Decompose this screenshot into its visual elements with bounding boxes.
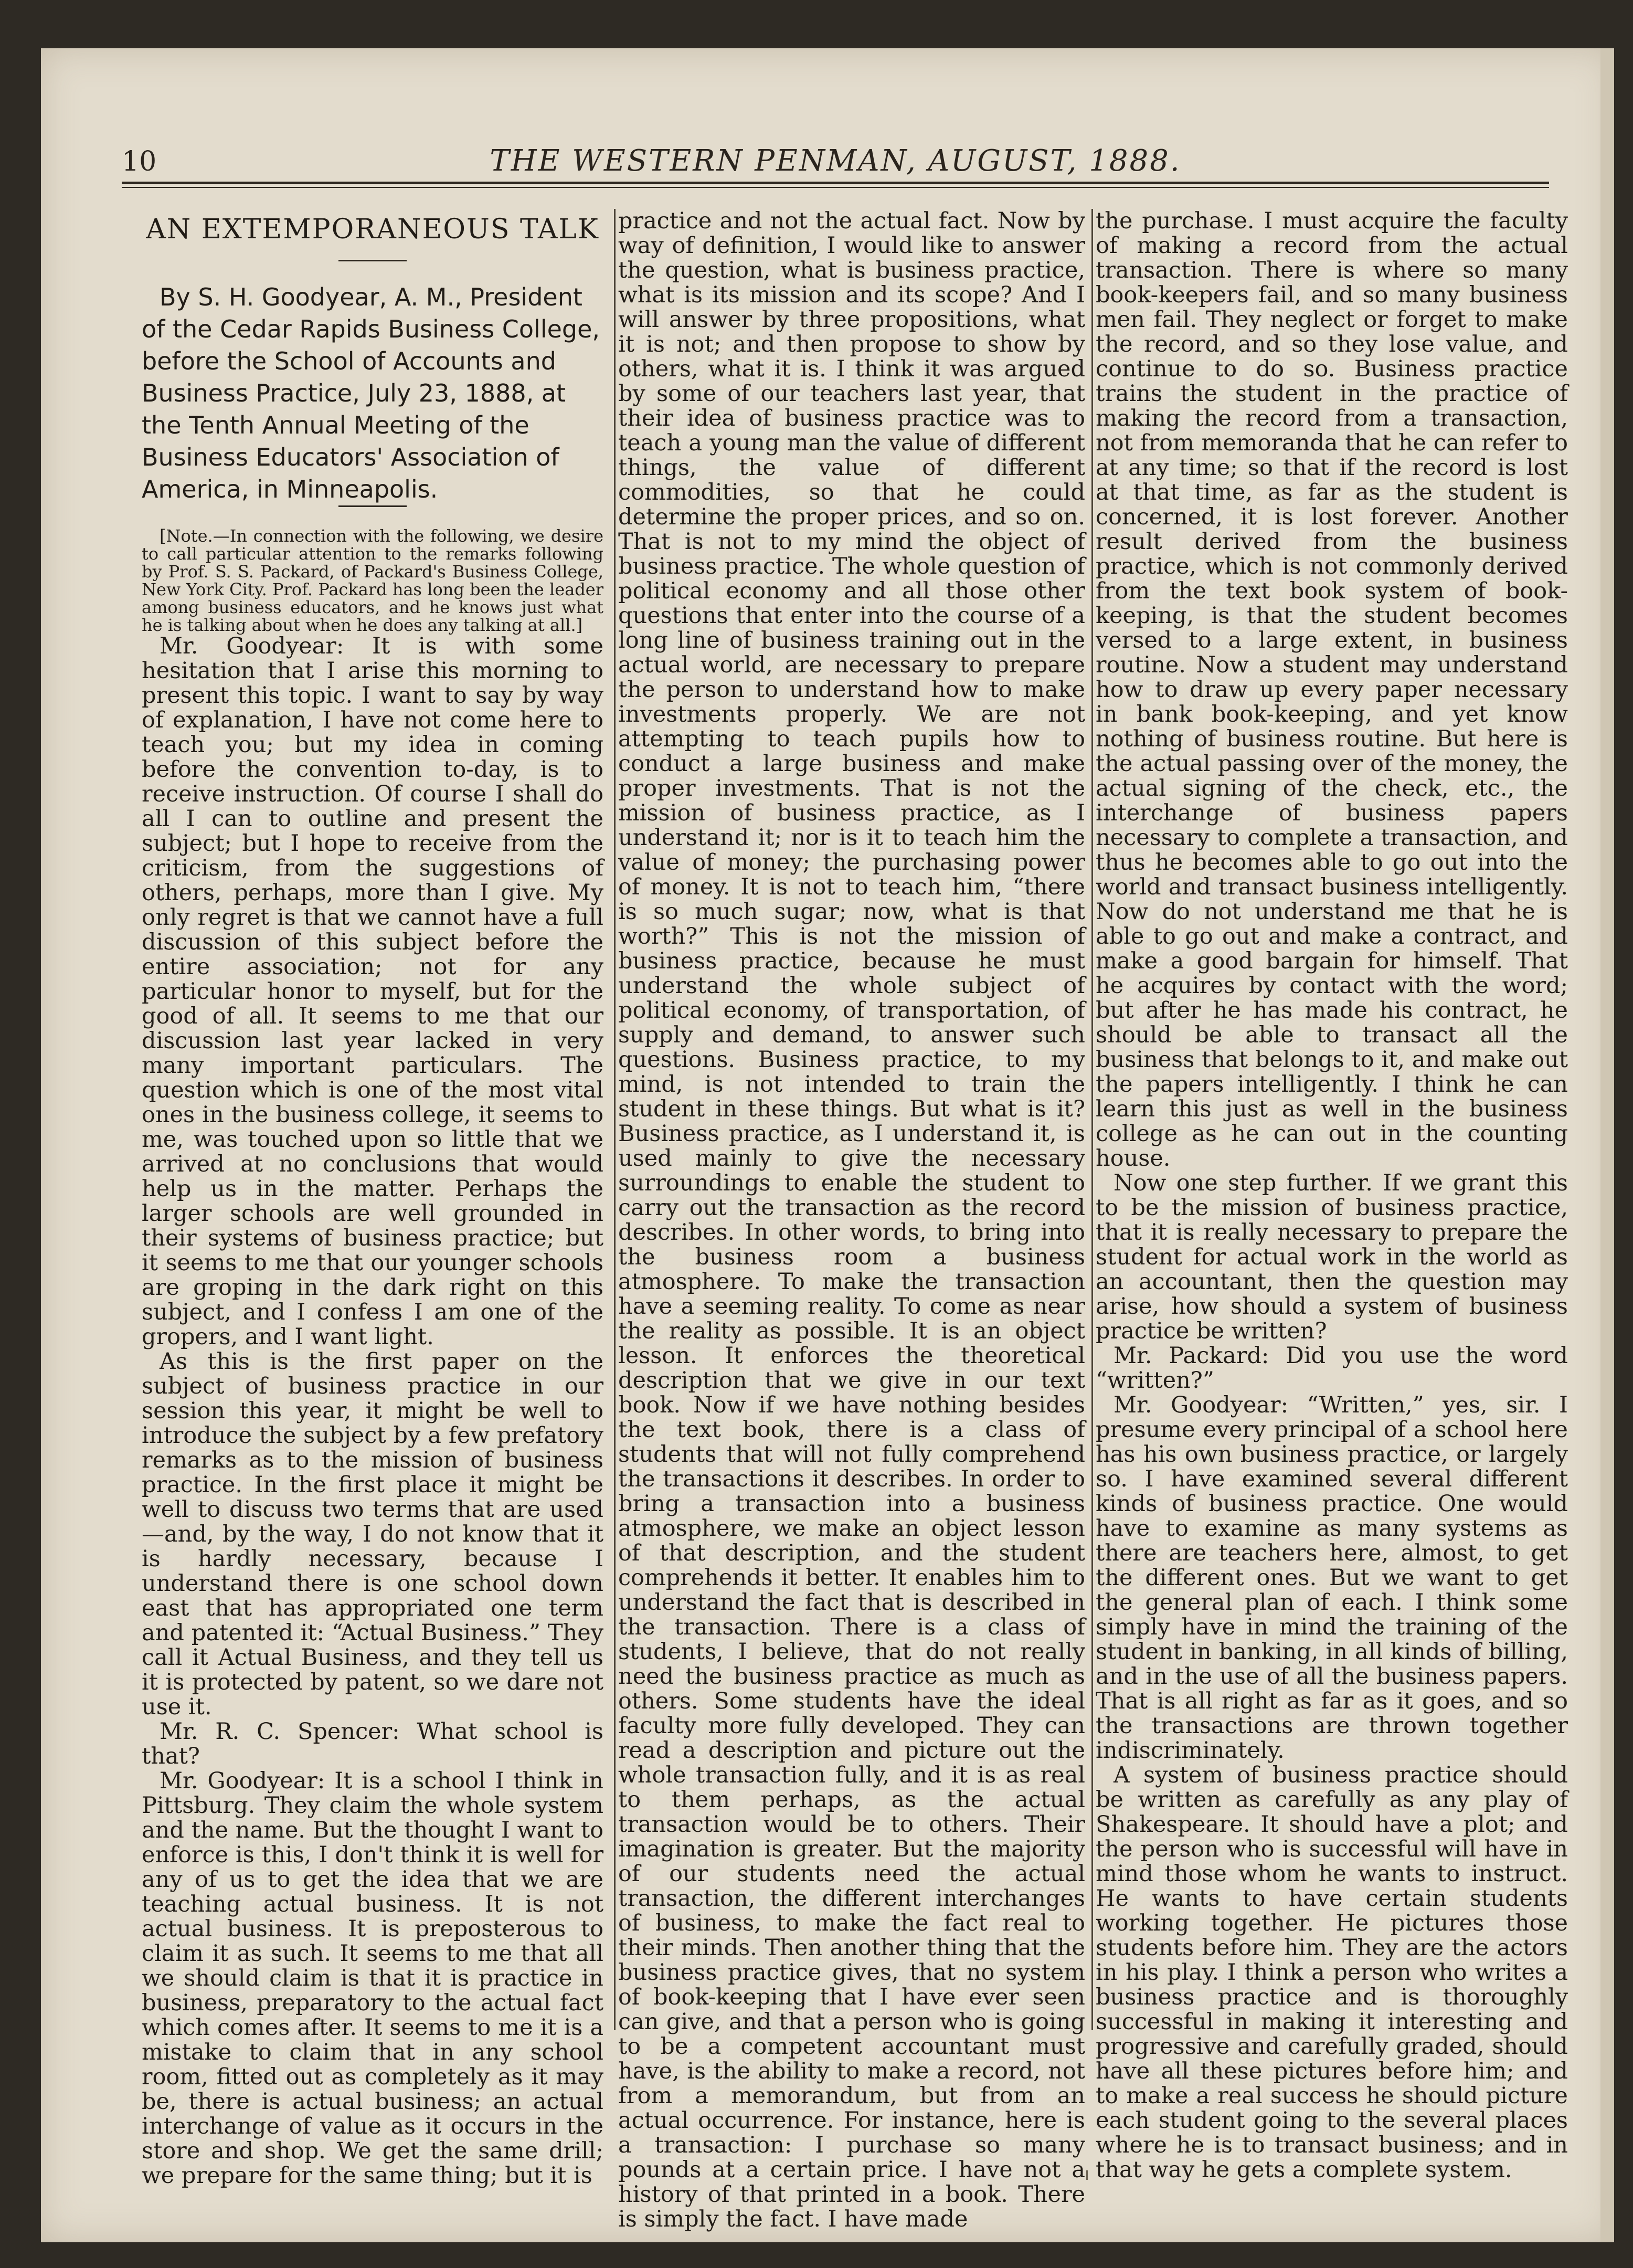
page-number: 10 xyxy=(122,146,157,177)
running-head: THE WESTERN PENMAN, AUGUST, 1888. xyxy=(490,144,1181,178)
paragraph: practice and not the actual fact. Now by way of definition, I would like to answer the question, what is business practice, what is its mission and its scope? And I will answer by three propositions, what it is not; and then propose to show by others, what it is. I think it was argued by some of our teachers last year, that their idea of business practice was to teach a young man the value of different things, the value of different commodities, so that he could determine the proper prices, and so on. That is not to my mind the object of business practice. The whole question of political economy and all those other questions that enter into the course of a long line of business training out in the actual world, are necessary to prepare the person to understand how to make investments properly. We are not attempting to teach pupils how to conduct a large business and make proper investments. That is not the mission of business practice, as I understand it; nor is it to teach him the value of money; the purchasing power of money. It is not to teach him, “there is so much sugar; now, what is that worth?” This is not the mission of business practice, because he must understand the whole subject of political economy, of transportation, of supply and demand, to answer such questions. Business practice, to my mind, is not intended to train the student in these things. But what is it? Business practice, as I understand it, is used mainly to give the necessary surroundings to enable the student to carry out the transaction as the record describes. In other words, to bring into the business room a business atmosphere. To make the transaction have a seeming reality. To come as near the reality as possible. It is an object lesson. It enforces the theoretical description that we give in our text book. Now if we have nothing besides the text book, there is a class of students that will not fully comprehend the transactions it describes. In order to bring a transaction into a business atmosphere, we make an object lesson of that description, and the student comprehends it better. It enables him to understand the fact that is described in the transaction. There is a class of students, I believe, that do not really need the business practice as much as others. Some students have the ideal faculty more fully developed. They can read a description and picture out the whole transaction fully, and it is as real to them perhaps, as the actual transaction would be to others. Their imagination is greater. But the majority of our students need the actual transaction, the different interchanges of business, to make the fact real to their minds. Then another thing that the business practice gives, that no system of book-keeping that I have ever seen can give, and that a person who is going to be a competent accountant must have, is the ability to make a record, not from a memorandum, but from an actual occurrence. For instance, here is a transaction: I purchase so many pounds at a certain price. I have not a history of that printed in a book. There is simply the fact. I have made xyxy=(618,208,1085,2232)
page-mark xyxy=(1086,2170,1088,2180)
paragraph: Mr. Goodyear: It is with some hesitation that I arise this morning to present this topic. I want to say by way of explanation, I have not come here to teach you; but my idea in coming before the convention to-day, is to receive instruction. Of course I shall do all I can to outline and present the subject; but I hope to receive from the criticism, from the suggestions of others, perhaps, more than I give. My only regret is that we cannot have a full discussion of this subject before the entire association; not for any particular honor to myself, but for the good of all. It seems to me that our discussion last year lacked in very many important particulars. The question which is one of the most vital ones in the business college, it seems to me, was touched upon so little that we arrived at no conclusions that would help us in the matter. Perhaps the larger schools are well grounded in their systems of business practice; but it seems to me that our younger schools are groping in the dark right on this subject, and I confess I am one of the gropers, and I want light. xyxy=(142,633,603,1350)
column-divider xyxy=(1091,209,1093,2030)
paragraph: Now one step further. If we grant this to be the mission of business practice, that it is really necessary to prepare the student for actual work in the world as an accountant, then the question may arise, how should a system of business practice be written? xyxy=(1096,1170,1568,1344)
column-3 xyxy=(1096,208,1568,2183)
article-title: AN EXTEMPORANEOUS TALK xyxy=(146,214,599,245)
column-2 xyxy=(618,208,1085,2232)
title-rule xyxy=(338,260,407,261)
paragraph: As this is the first paper on the subject of business practice in our session this year, it might be well to introduce the subject by a few prefatory remarks as to the mission of business practice. In the first place it might be well to discuss two terms that are used—and, by the way, I do not know that it is hardly necessary, because I understand there is one school down east that has appropriated one term and patented it: “Actual Business.” They call it Actual Business, and they tell us it is protected by patent, so we dare not use it. xyxy=(142,1348,603,1720)
paragraph: Mr. R. C. Spencer: What school is that? xyxy=(142,1718,603,1769)
paragraph: A system of business practice should be written as carefully as any play of Shakespeare. It should have a plot; and the person who is successful will have in mind those whom he wants to instruct. He wants to have certain students working together. He pictures those students before him. They are the actors in his play. I think a person who writes a business practice and is thoroughly successful in making it interesting and progressive and carefully graded, should have all these pictures before him; and to make a real success he should picture each student going to the several places where he is to transact business; and in that way he gets a complete system. xyxy=(1096,1762,1568,2183)
article-byline: By S. H. Goodyear, A. M., President of the Cedar Rapids Business College, before the School of Accounts and Business Practice, July 23, 1888, at the Tenth Annual Meeting of the Business Educators' Association of America, in Minneapolis. xyxy=(142,283,600,503)
column-divider xyxy=(614,209,616,2030)
byline-rule xyxy=(338,505,407,507)
page-header xyxy=(122,141,1549,183)
column-1 xyxy=(142,209,603,2189)
header-rule-thick xyxy=(122,182,1549,184)
paragraph: Mr. Goodyear: It is a school I think in Pittsburg. They claim the whole system and the name. But the thought I want to enforce is this, I don't think it is well for any of us to get the idea that we are teaching actual business. It is not actual business. It is preposterous to claim it as such. It seems to me that all we should claim is that it is practice in business, preparatory to the actual fact which comes after. It seems to me it is a mistake to claim that in any school room, fitted out as completely as it may be, there is actual business; an actual interchange of value as it occurs in the store and shop. We get the same drill; we prepare for the same thing; but it is xyxy=(142,1768,603,2189)
paragraph: Mr. Packard: Did you use the word “written?” xyxy=(1096,1343,1568,1394)
header-rule-thin xyxy=(122,187,1549,188)
paragraph: the purchase. I must acquire the faculty of making a record from the actual transaction. There is where so many book-keepers fail, and so many business men fail. They neglect or forget to make the record, and so they lose value, and continue to do so. Business practice trains the student in the practice of making the record from a transaction, not from memoranda that he can refer to at any time; so that if the record is lost at that time, as far as the student is concerned, it is lost forever. Another result derived from the business practice, which is not commonly derived from the text book system of book-keeping, is that the student becomes versed to a large extent, in business routine. Now a student may understand how to draw up every paper necessary in bank book-keeping, and yet know nothing of business routine. But here is the actual passing over of the money, the actual signing of the check, etc., the interchange of business papers necessary to complete a transaction, and thus he becomes able to go out into the world and transact business intelligently. Now do not understand me that he is able to go out and make a contract, and make a good bargain for himself. That he acquires by contact with the word; but after he has made his contract, he should be able to transact all the business that belongs to it, and make out the papers intelligently. I think he can learn this just as well in the business college as he can out in the counting house. xyxy=(1096,208,1568,1172)
paragraph: Mr. Goodyear: “Written,” yes, sir. I presume every principal of a school here has his own business practice, or largely so. I have examined several different kinds of business practice. One would have to examine as many systems as there are teachers here, almost, to get the different ones. But we want to get the general plan of each. I think some simply have in mind the training of the student in banking, in all kinds of billing, and in the use of all the business papers. That is all right as far as it goes, and so the transactions are thrown together indiscriminately. xyxy=(1096,1392,1568,1764)
page-spine-edge xyxy=(1600,48,1614,2242)
editor-note: [Note.—In connection with the following, we desire to call particular attention to the remarks following by Prof. S. S. Packard, of Packard's Business College, New York City. Prof. Packard has long been the leader among business educators, and he knows just what he is talking about when he does any talking at all.] xyxy=(142,526,603,635)
